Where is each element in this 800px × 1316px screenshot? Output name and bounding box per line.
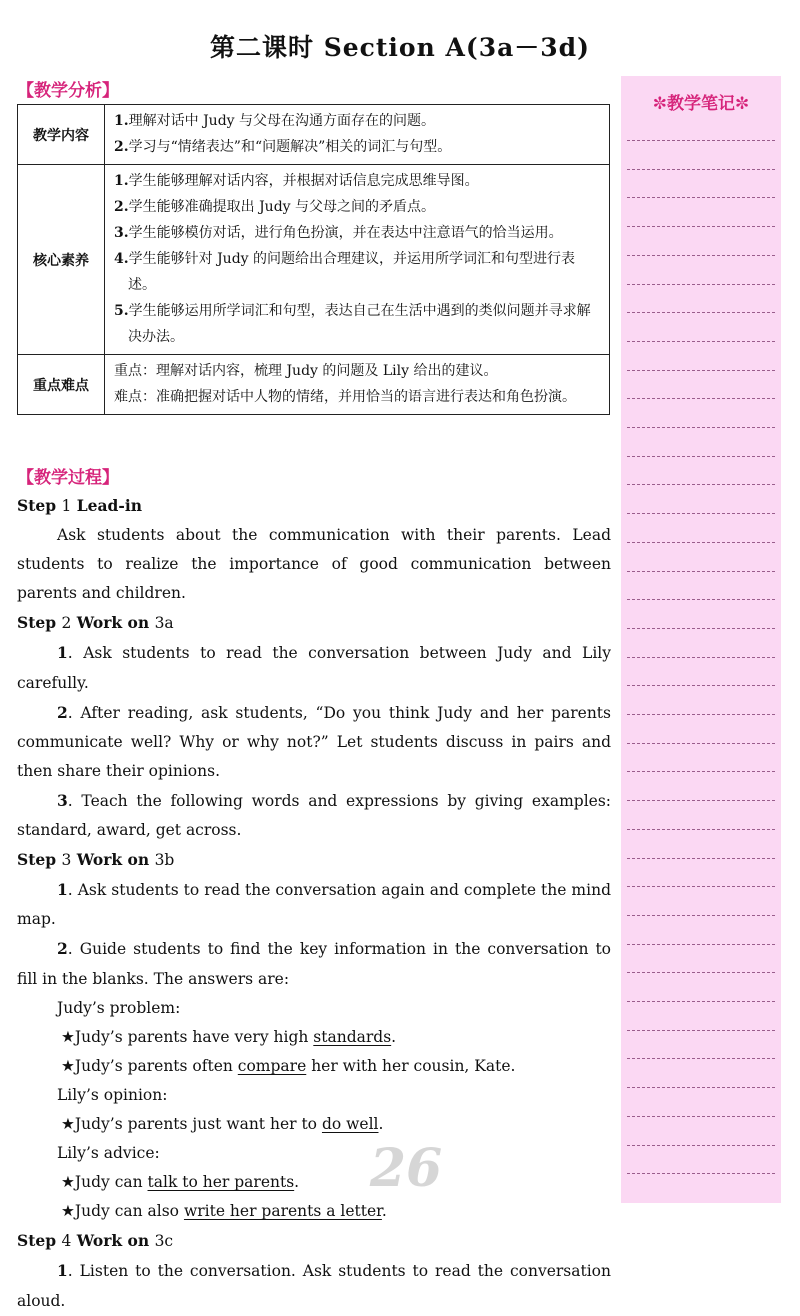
list-item: 1.理解对话中 Judy 与父母在沟通方面存在的问题。 [114, 113, 436, 129]
notes-ruled-line [627, 1030, 775, 1031]
answer-line: ★Judy’s parents just want her to do well. [61, 1114, 384, 1133]
list-item: 3. Teach the following words and expressions by giving examples: standard, award, get across. [17, 790, 611, 840]
notes-ruled-line [627, 685, 775, 686]
notes-ruled-line [627, 542, 775, 543]
list-item: 2.学习与“情绪表达”和“问题解决”相关的词汇与句型。 [114, 139, 452, 155]
notes-ruled-line [627, 1058, 775, 1059]
notes-ruled-line [627, 513, 775, 514]
notes-ruled-line [627, 370, 775, 371]
process-body [17, 491, 611, 1316]
notes-ruled-line [627, 456, 775, 457]
list-item: 难点：准确把握对话中人物的情绪，并用恰当的语言进行表达和角色扮演。 [114, 389, 576, 405]
notes-ruled-line [627, 858, 775, 859]
process-label: 【教学过程】 [17, 468, 119, 488]
notes-ruled-line [627, 1173, 775, 1174]
notes-ruled-line [627, 628, 775, 629]
row-head-core: 核心素养 [18, 165, 105, 355]
notes-ruled-line [627, 886, 775, 887]
notes-ruled-line [627, 255, 775, 256]
list-item: 4.学生能够针对 Judy 的问题给出合理建议，并运用所学词汇和句型进行表述。 [114, 251, 576, 293]
notes-ruled-line [627, 427, 775, 428]
notes-ruled-line [627, 714, 775, 715]
notes-ruled-line [627, 341, 775, 342]
notes-panel [621, 76, 781, 1203]
notes-ruled-line [627, 599, 775, 600]
answer-label: Judy’s problem: [57, 998, 181, 1017]
notes-ruled-line [627, 312, 775, 313]
notes-ruled-line [627, 571, 775, 572]
notes-ruled-line [627, 972, 775, 973]
notes-ruled-line [627, 169, 775, 170]
analysis-label: 【教学分析】 [17, 81, 119, 101]
list-item: 1.学生能够理解对话内容，并根据对话信息完成思维导图。 [114, 173, 479, 189]
answer-label: Lily’s opinion: [57, 1085, 168, 1104]
list-item: 重点：理解对话内容，梳理 Judy 的问题及 Lily 给出的建议。 [114, 363, 498, 379]
page-number: 26 [369, 1138, 443, 1199]
notes-ruled-line [627, 140, 775, 141]
list-item: 1. Ask students to read the conversation again and complete the mind map. [17, 880, 611, 929]
row-body-core [105, 165, 610, 355]
answer-line: ★Judy can talk to her parents. [61, 1173, 300, 1192]
notes-ruled-line [627, 1087, 775, 1088]
list-item: 2. After reading, ask students, “Do you think Judy and her parents communicate well? Why or why not?” Let students discuss in pairs and then share their opinions. [17, 702, 611, 780]
analysis-table [17, 104, 610, 415]
notes-ruled-line [627, 771, 775, 772]
answer-line: ★Judy’s parents often compare her with her cousin, Kate. [61, 1056, 516, 1075]
notes-ruled-line [627, 1001, 775, 1002]
row-body-key-points [105, 355, 610, 415]
row-head-content: 教学内容 [18, 105, 105, 165]
answer-line: ★Judy’s parents have very high standards. [61, 1027, 397, 1046]
notes-ruled-line [627, 800, 775, 801]
answer-label: Lily’s advice: [57, 1144, 160, 1163]
page-title: 第二课时 Section A(3a－3d) [209, 33, 590, 62]
list-item: 2.学生能够准确提取出 Judy 与父母之间的矛盾点。 [114, 199, 436, 215]
step-heading: Step 4 Work on 3c [17, 1231, 174, 1251]
step-heading: Step 2 Work on 3a [17, 613, 174, 633]
list-item: 3.学生能够模仿对话，进行角色扮演，并在表达中注意语气的恰当运用。 [114, 225, 563, 241]
paragraph: Ask students about the communication with their parents. Lead students to realize the importance of good communication between parents and children. [17, 526, 611, 603]
notes-ruled-line [627, 915, 775, 916]
notes-ruled-line [627, 743, 775, 744]
answer-line: ★Judy can also write her parents a letter. [61, 1202, 387, 1221]
table-row [18, 355, 610, 415]
step-heading: Step 1 Lead-in [17, 496, 142, 515]
notes-ruled-line [627, 398, 775, 399]
notes-ruled-line [627, 197, 775, 198]
notes-ruled-line [627, 944, 775, 945]
table-row [18, 165, 610, 355]
list-item: 1. Listen to the conversation. Ask students to read the conversation aloud. [17, 1261, 611, 1310]
step-heading: Step 3 Work on 3b [17, 850, 175, 870]
notes-ruled-line [627, 657, 775, 658]
notes-ruled-line [627, 484, 775, 485]
notes-ruled-line [627, 284, 775, 285]
notes-ruled-line [627, 1116, 775, 1117]
notes-ruled-line [627, 226, 775, 227]
notes-ruled-line [627, 1145, 775, 1146]
row-head-key-points: 重点难点 [18, 355, 105, 415]
list-item: 2. Guide students to find the key information in the conversation to fill in the blanks. The answers are: [17, 939, 611, 988]
row-body-content [105, 105, 610, 165]
table-row [18, 105, 610, 165]
list-item: 1. Ask students to read the conversation between Judy and Lily carefully. [17, 643, 611, 692]
notes-ruled-line [627, 829, 775, 830]
notes-title: ✼教学笔记✼ [652, 94, 750, 114]
list-item: 5.学生能够运用所学词汇和句型，表达自己在生活中遇到的类似问题并寻求解决办法。 [114, 303, 591, 345]
